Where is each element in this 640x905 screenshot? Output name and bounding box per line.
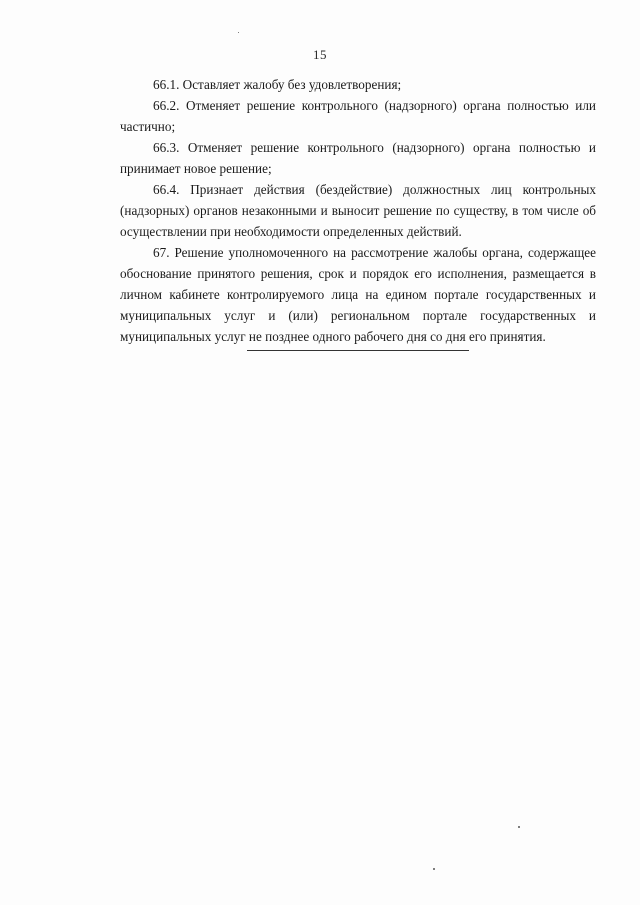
scan-speck <box>238 32 239 33</box>
scan-speck <box>433 868 435 870</box>
document-body <box>120 74 596 347</box>
scan-speck <box>518 826 520 828</box>
paragraph-67: 67. Решение уполномоченного на рассмотрение жалобы органа, содержащее обоснование принятого решения, срок и порядок его исполнения, размещается в личном кабинете контролируемого лица на едином портале государственных и муниципальных услуг и (или) региональном портале государственных и муниципальных услуг не позднее одного рабочего дня со дня его принятия. <box>120 245 596 344</box>
paragraph-66-3: 66.3. Отменяет решение контрольного (надзорного) органа полностью и принимает новое решение; <box>120 140 596 176</box>
paragraph-66-1: 66.1. Оставляет жалобу без удовлетворения; <box>153 77 402 92</box>
page-number: 15 <box>313 47 327 62</box>
paragraph-66-2: 66.2. Отменяет решение контрольного (надзорного) органа полностью или частично; <box>120 98 596 134</box>
end-divider-line <box>247 350 469 351</box>
paragraph-66-4: 66.4. Признает действия (бездействие) должностных лиц контрольных (надзорных) органов незаконными и выносит решение по существу, в том числе об осуществлении при необходимости определенных действий. <box>120 182 596 239</box>
